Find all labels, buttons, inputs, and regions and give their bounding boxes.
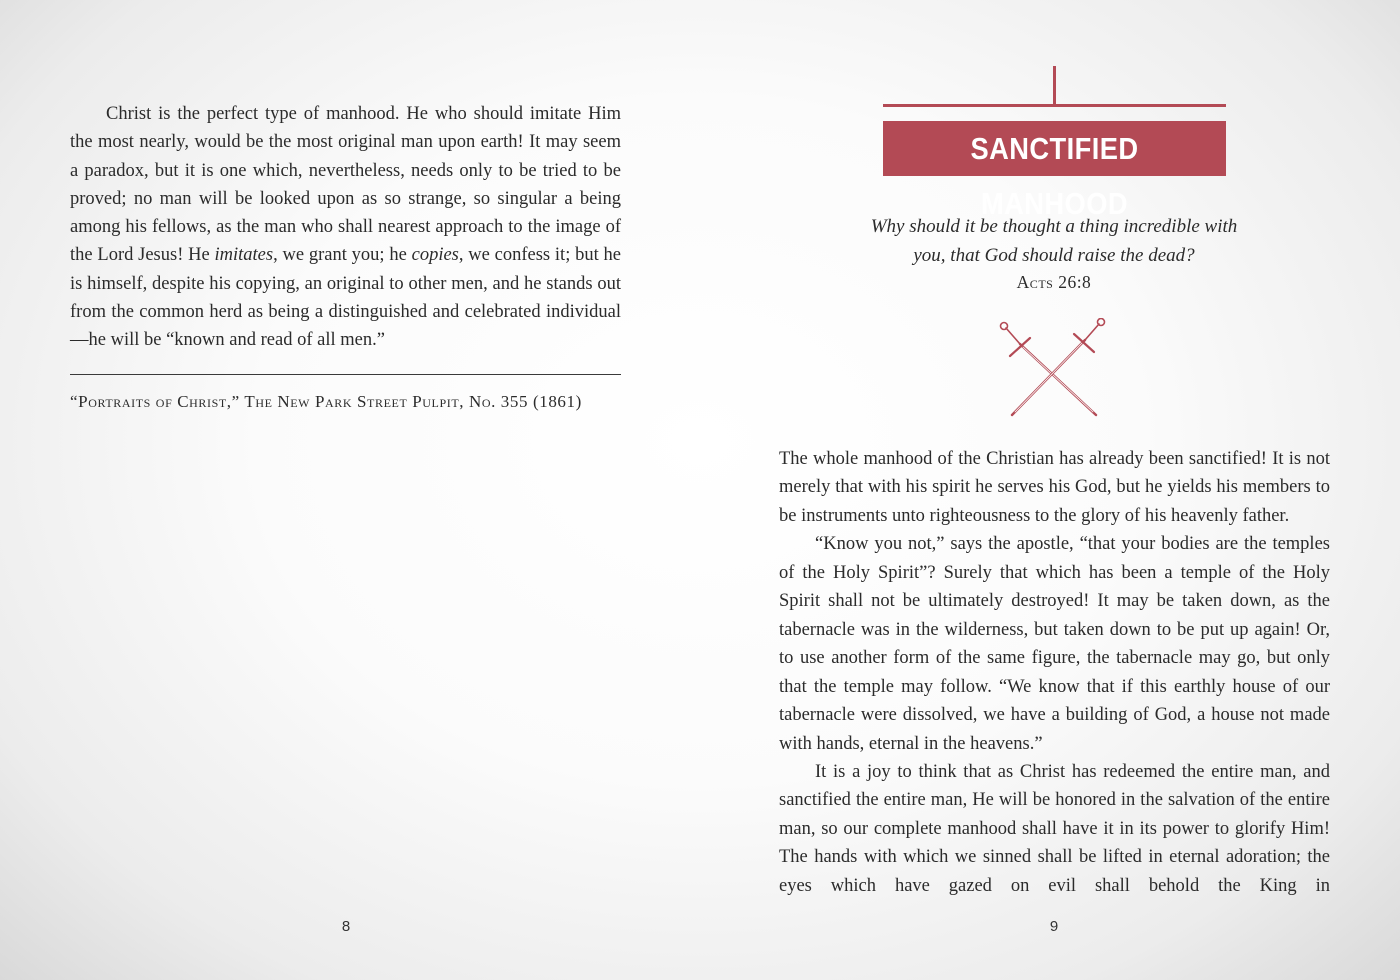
header-horizontal-rule <box>883 104 1226 107</box>
right-paragraph-1: The whole manhood of the Christian has already been sanctified! It is not merely that with his spirit he serves his God, but he yields his members to be instruments unto righteousness to the glory of his heavenly father. <box>779 449 1330 526</box>
right-body-text <box>779 445 1330 900</box>
right-paragraph-3: It is a joy to think that as Christ has redeemed the entire man, and sanctified the entire man, He will be honored in the salvation of the entire man, so our complete manhood shall have it in its power to glorify Him! The hands with which we sinned shall be lifted in eternal adoration; the eyes which have gazed on evil shall behold the King in <box>779 761 1330 896</box>
left-body-emphasis-imitates: imitates <box>214 245 274 266</box>
page-number-left: 8 <box>341 918 351 935</box>
right-page <box>700 0 1400 980</box>
header-vertical-rule <box>1053 66 1056 106</box>
epigraph-line-1: Why should it be thought a thing incredible with <box>870 216 1238 237</box>
scripture-reference: Acts 26:8 <box>1016 272 1092 292</box>
left-body-paragraph <box>70 100 621 355</box>
crossed-swords-icon <box>996 318 1108 420</box>
source-divider <box>70 374 621 375</box>
chapter-title: SANCTIFIED MANHOOD <box>970 131 1139 221</box>
chapter-title-banner <box>883 121 1226 221</box>
left-body-text-1: Christ is the perfect type of manhood. He who should imitate Him the most nearly, would be the most original man upon earth! It may seem a paradox, but it is one which, nevertheless, needs only to be tried to be proved; no man will be looked upon as so strange, so singular a being among his fellows, as the man who shall nearest approach to the image of the Lord Jesus! He <box>70 104 621 266</box>
page-number-right: 9 <box>1049 918 1059 935</box>
right-paragraph-2: “Know you not,” says the apostle, “that your bodies are the temples of the Holy Spirit”? Surely that which has been a temple of the Holy Spirit shall not be ultimately destroyed! It may be taken down, as the tabernacle was in the wilderness, but taken down to be put up again! Or, to use another form of the same figure, the tabernacle may go, but only that the temple may follow. “We know that if this earthly house of our tabernacle were dissolved, we have a building of God, a house not made with hands, eternal in the heavens.” <box>779 534 1330 754</box>
left-body-text-3: , we confess it; but he is himself, despite his copying, an original to other men, and he stands out from the common herd as being a distinguished and celebrated individual—he will be “known and read of all men.” <box>70 245 622 351</box>
source-citation: “Portraits of Christ,” The New Park Street Pulpit, No. 355 (1861) <box>70 392 582 411</box>
left-body-emphasis-copies: copies <box>411 245 459 266</box>
left-body-text-2: , we grant you; he <box>273 245 412 266</box>
epigraph-line-2: you, that God should raise the dead? <box>913 244 1195 266</box>
epigraph <box>800 213 1308 270</box>
